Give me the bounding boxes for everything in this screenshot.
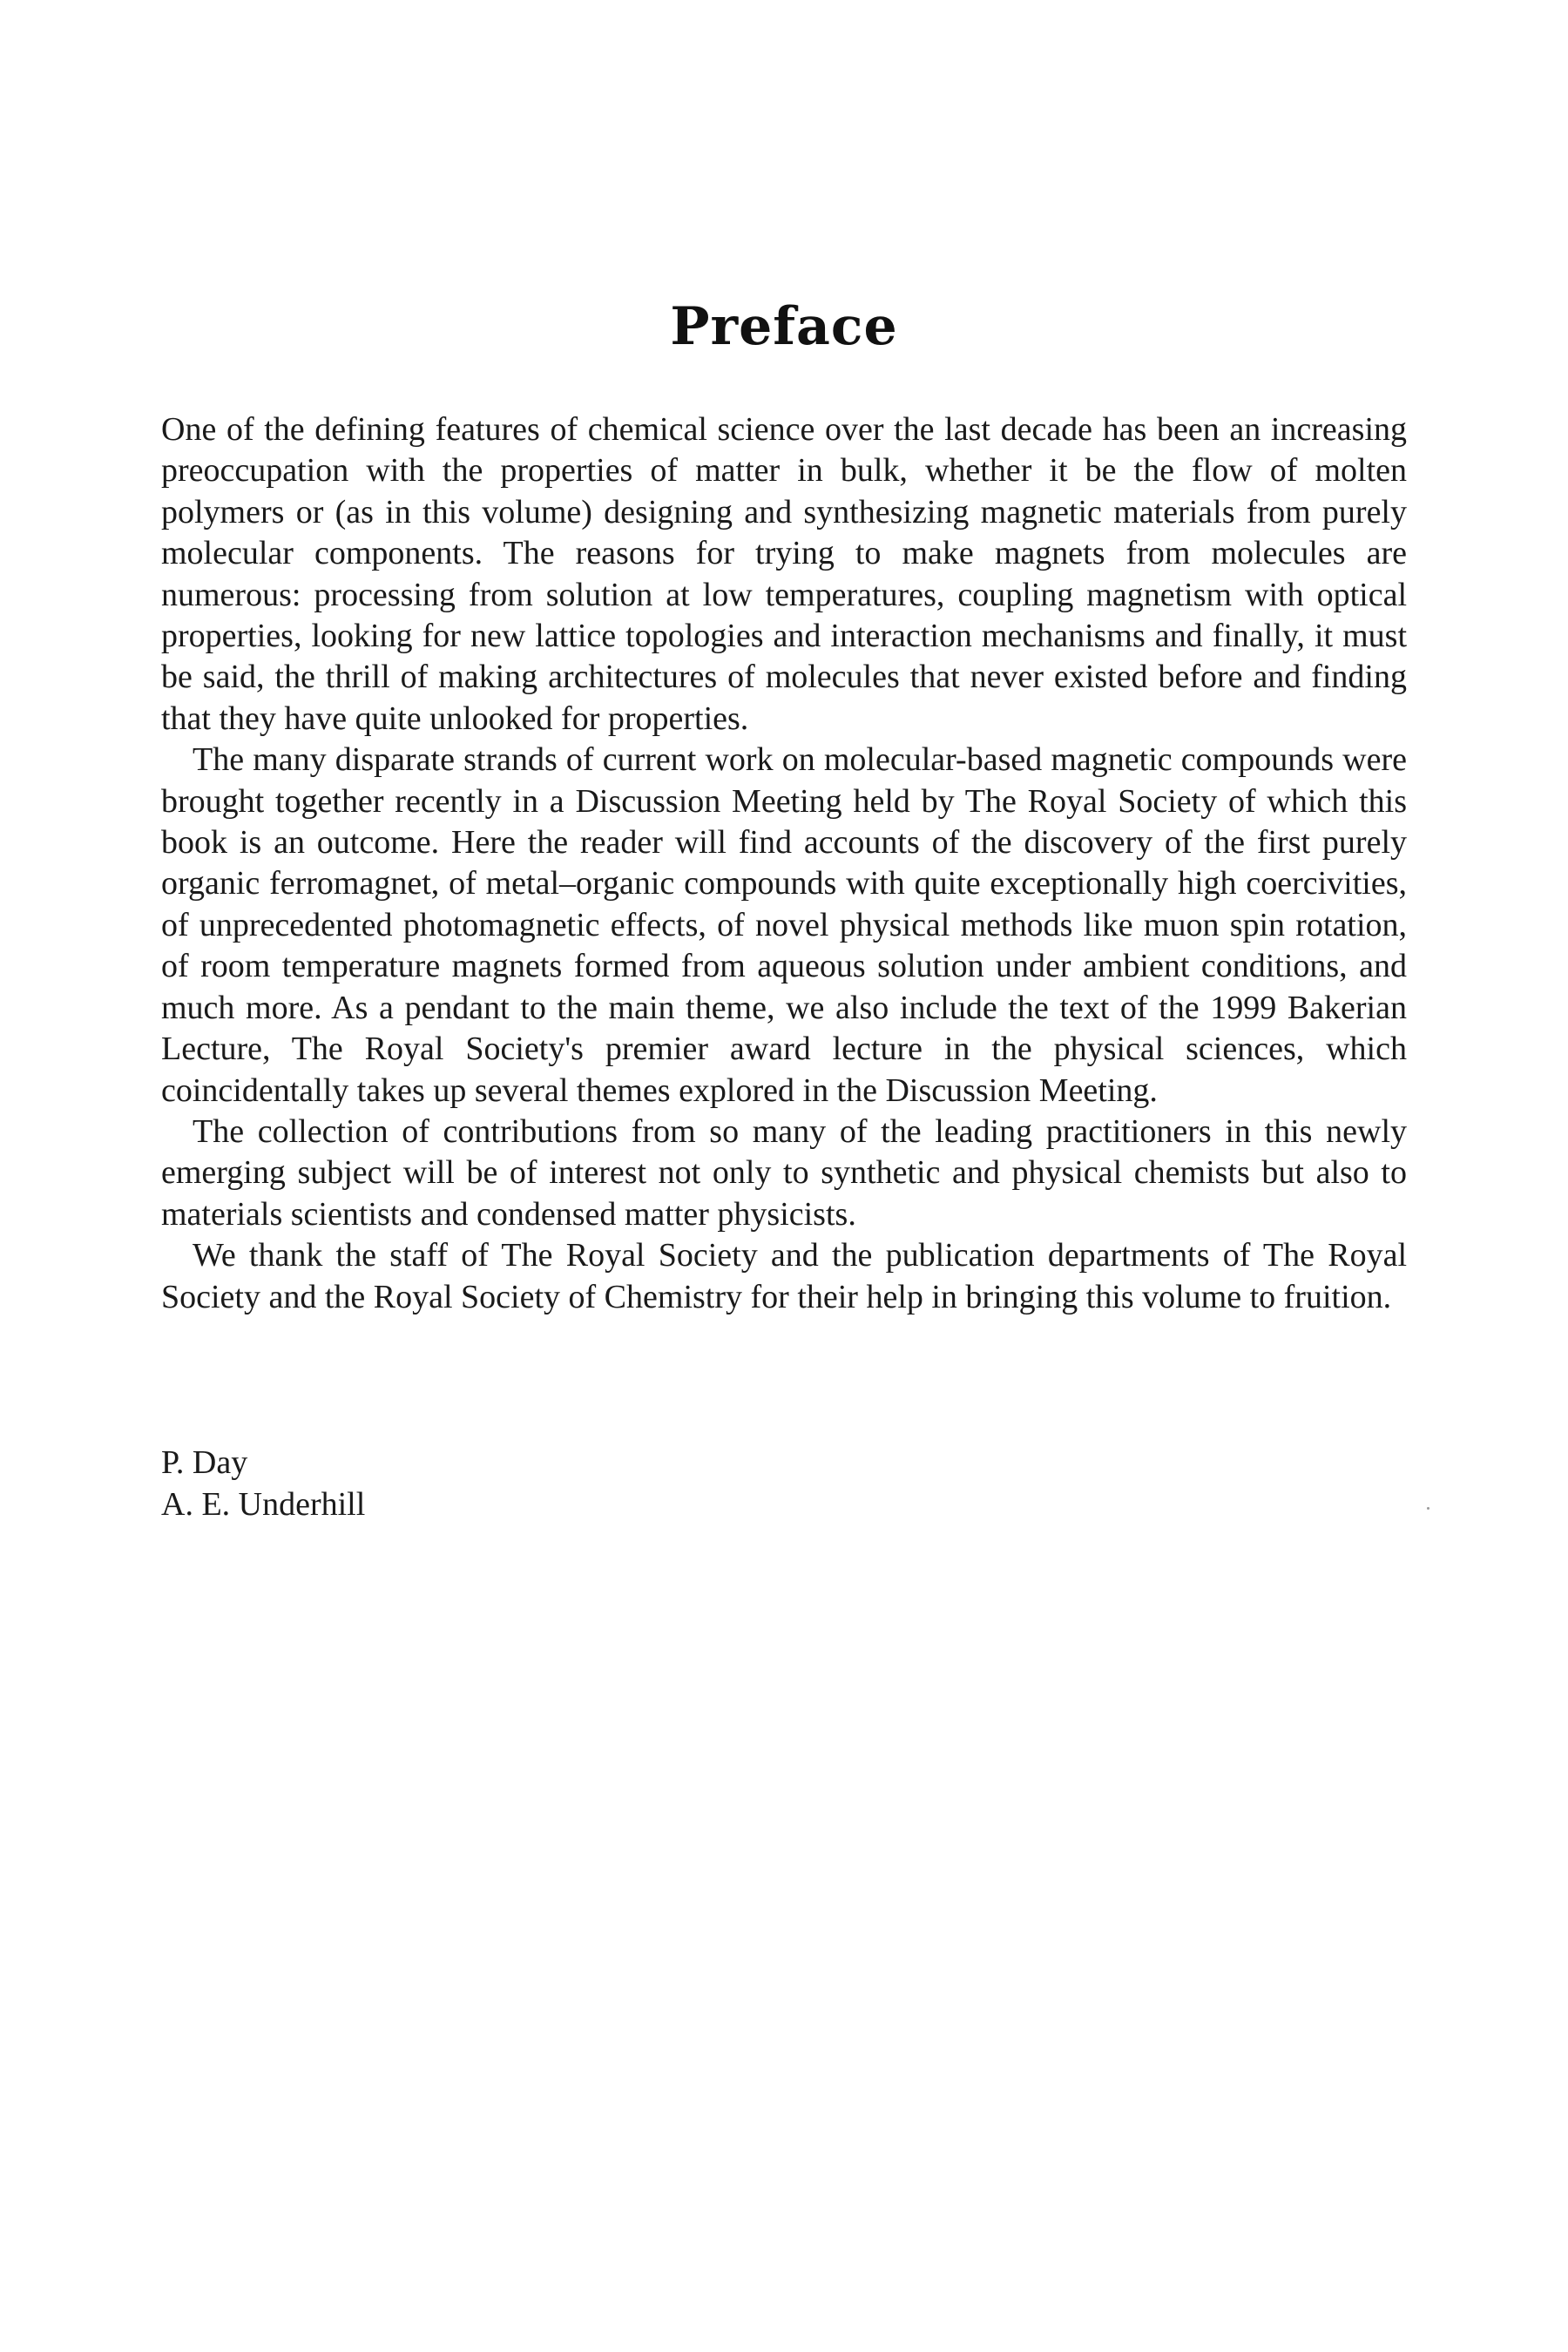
- preface-body: [161, 409, 1407, 1318]
- signatures: [161, 1442, 365, 1525]
- paragraph-4: We thank the staff of The Royal Society and the publication departments of The Royal Society and the Royal Society of Chemistry for their help in bringing this volume to fruition.: [161, 1237, 1407, 1315]
- scan-speck: [1427, 1507, 1429, 1510]
- page-title: Preface: [670, 296, 898, 357]
- paragraph-3: The collection of contributions from so many of the leading practitioners in this newly emerging subject will be of interest not only to synthetic and physical chemists but also to materials scientists and condensed matter physicists.: [161, 1112, 1407, 1233]
- paragraph-1: One of the defining features of chemical science over the last decade has been an increasing preoccupation with the properties of matter in bulk, whether it be the flow of molten polymers or (as in this volume) designing and synthesizing magnetic materials from purely molecular components. The reasons for trying to make magnets from molecules are numerous: processing from solution at low temperatures, coupling magnetism with optical properties, looking for new lattice topologies and interaction mechanisms and finally, it must be said, the thrill of making architectures of molecules that never existed before and finding that they have quite unlooked for properties.: [161, 411, 1407, 737]
- signature-author-2: A. E. Underhill: [161, 1486, 366, 1523]
- signature-author-1: P. Day: [161, 1444, 248, 1481]
- paragraph-2: The many disparate strands of current work on molecular-based magnetic compounds were brought together recently in a Discussion Meeting held by The Royal Society of which this book is an outcome. Here the reader will find accounts of the discovery of the first purely organic ferromagnet, of metal–organic compounds with quite exceptionally high coercivities, of unprecedented photomagnetic effects, of novel physical methods like muon spin rotation, of room temperature magnets formed from aqueous solution under ambient conditions, and much more. As a pendant to the main theme, we also include the text of the 1999 Bakerian Lecture, The Royal Society's premier award lecture in the physical sciences, which coincidentally takes up several themes explored in the Discussion Meeting.: [161, 741, 1407, 1109]
